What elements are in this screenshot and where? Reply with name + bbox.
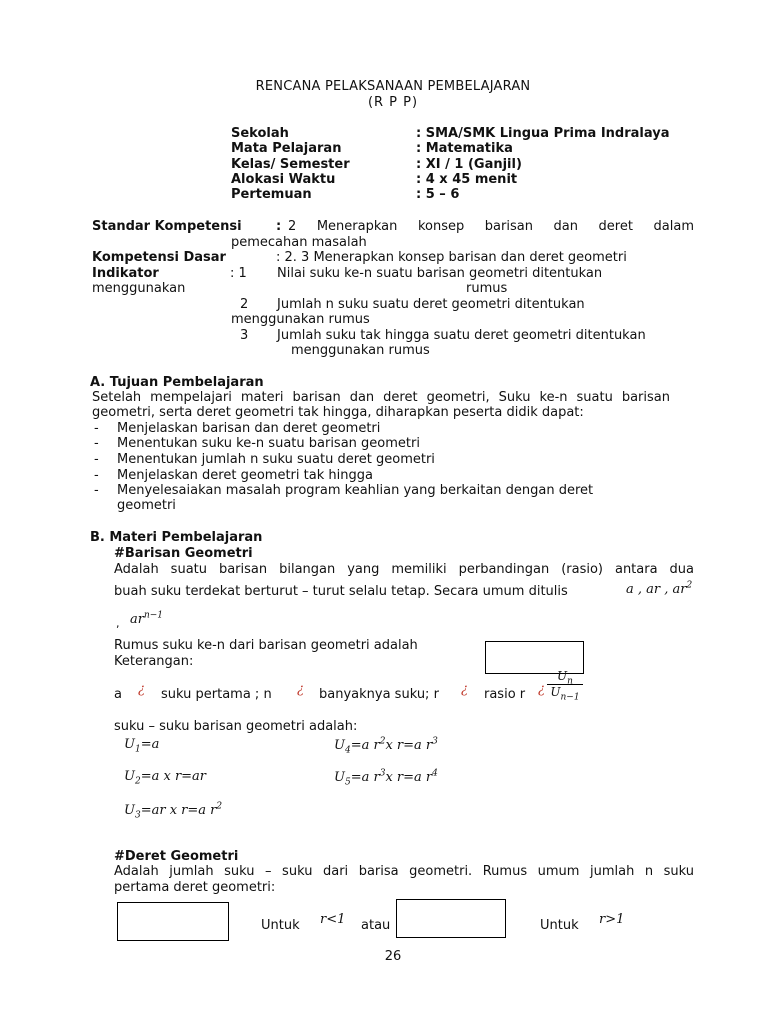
ket-symbol-3: ¿ <box>461 682 468 697</box>
formula-box-sn-2 <box>396 899 506 938</box>
info-label-alokasi: Alokasi Waktu <box>231 172 336 187</box>
rasio-numerator: $U_n$ <box>547 669 583 685</box>
sequence-comma: , <box>116 617 120 630</box>
indikator-1-cont: menggunakan <box>92 281 186 296</box>
ket-symbol-4: ¿ <box>538 682 545 697</box>
general-term-exp: n−1 <box>143 610 164 621</box>
sequence-exp: 2 <box>686 580 693 591</box>
formula-box-sn-1 <box>117 902 229 941</box>
indikator-3-text: Jumlah suku tak hingga suatu deret geometri ditentukan <box>277 328 646 343</box>
formula-u5: $U_5=a$ $r^3x$ r=a $r^4$ <box>334 768 438 788</box>
list-bullet: - <box>94 483 99 498</box>
info-value-alokasi: : 4 x 45 menit <box>416 172 518 187</box>
list-item-cont: geometri <box>117 498 176 513</box>
ket-symbol-1: ¿ <box>138 682 145 697</box>
indikator-1-rumus: rumus <box>466 281 508 296</box>
indikator-1-text: Nilai suku ke-n suatu barisan geometri ditentukan <box>277 266 603 281</box>
sk-text: 2 Menerapkan konsep barisan dan deret dalam <box>288 219 694 234</box>
untuk-label-2: Untuk <box>540 918 579 933</box>
info-label-kelas: Kelas/ Semester <box>231 157 350 172</box>
section-a-intro-cont: geometri, serta deret geometri tak hingga, diharapkan peserta didik dapat: <box>92 405 584 420</box>
list-item: Menentukan jumlah n suku suatu deret geometri <box>117 452 435 467</box>
ket-banyak-suku: banyaknya suku; r <box>319 687 439 702</box>
kd-label: Kompetensi Dasar <box>92 250 226 265</box>
ket-symbol-2: ¿ <box>297 682 304 697</box>
sk-colon: : <box>276 219 282 234</box>
barisan-def: Adalah suatu barisan bilangan yang memiliki perbandingan (rasio) antara dua <box>114 562 694 577</box>
ket-suku-pertama: suku pertama ; n <box>161 687 272 702</box>
list-bullet: - <box>94 436 99 451</box>
rumus-suku-ke-n: Rumus suku ke-n dari barisan geometri adalah <box>114 638 418 653</box>
section-a-intro: Setelah mempelajari materi barisan dan deret geometri, Suku ke-n suatu barisan <box>92 390 670 405</box>
indikator-num-2: 2 <box>240 297 249 312</box>
list-item: Menjelaskan deret geometri tak hingga <box>117 468 373 483</box>
ket-rasio: rasio r <box>484 687 526 702</box>
indikator-num-1: : 1 <box>230 266 247 281</box>
list-bullet: - <box>94 421 99 436</box>
list-bullet: - <box>94 452 99 467</box>
page-title: RENCANA PELAKSANAAN PEMBELAJARAN <box>255 79 531 94</box>
untuk-label-1: Untuk <box>261 918 300 933</box>
indikator-label: Indikator <box>92 266 159 281</box>
rasio-fraction <box>547 669 583 703</box>
ket-a: a <box>114 687 122 702</box>
sequence-formula <box>626 582 692 598</box>
formula-u3: $U_3=ar$ x r=a $r^2$ <box>124 801 223 821</box>
info-label-sekolah: Sekolah <box>231 126 289 141</box>
info-value-mapel: : Matematika <box>416 141 513 156</box>
page-number: 26 <box>384 949 402 964</box>
section-b-heading: B. Materi Pembelajaran <box>90 530 263 545</box>
general-term-base: ar <box>130 612 144 627</box>
kd-text: : 2. 3 Menerapkan konsep barisan dan deret geometri <box>276 250 627 265</box>
section-a-heading: A. Tujuan Pembelajaran <box>90 375 264 390</box>
condition-2: r>1 <box>599 912 625 927</box>
deret-heading: #Deret Geometri <box>114 849 239 864</box>
list-item: Menyelesaiakan masalah program keahlian yang berkaitan dengan deret <box>117 483 594 498</box>
page-subtitle: (R P P) <box>367 95 419 110</box>
barisan-def-cont: buah suku terdekat berturut – turut selalu tetap. Secara umum ditulis <box>114 584 568 599</box>
list-item: Menjelaskan barisan dan deret geometri <box>117 421 381 436</box>
formula-u2: $U_2=a$ x r=ar <box>124 769 207 787</box>
list-item: Menentukan suku ke-n suatu barisan geometri <box>117 436 420 451</box>
sk-label: Standar Kompetensi <box>92 219 242 234</box>
info-value-sekolah: : SMA/SMK Lingua Prima Indralaya <box>416 126 670 141</box>
info-label-pertemuan: Pertemuan <box>231 187 312 202</box>
condition-1: r<1 <box>320 912 346 927</box>
rasio-denominator: $U_{n-1}$ <box>550 685 580 703</box>
formula-u1: $U_1=a$ <box>124 737 160 755</box>
sequence-general-term <box>130 612 163 628</box>
indikator-3-cont: menggunakan rumus <box>291 343 430 358</box>
keterangan-label: Keterangan: <box>114 654 194 669</box>
list-bullet: - <box>94 468 99 483</box>
info-value-pertemuan: : 5 – 6 <box>416 187 460 202</box>
barisan-heading: #Barisan Geometri <box>114 546 253 561</box>
atau-label: atau <box>361 918 391 933</box>
indikator-2-text: Jumlah n suku suatu deret geometri ditentukan <box>277 297 585 312</box>
indikator-2-cont: menggunakan rumus <box>231 312 370 327</box>
indikator-num-3: 3 <box>240 328 249 343</box>
info-label-mapel: Mata Pelajaran <box>231 141 342 156</box>
info-value-kelas: : XI / 1 (Ganjil) <box>416 157 522 172</box>
sequence-terms: a , ar , ar <box>626 582 687 597</box>
deret-def: Adalah jumlah suku – suku dari barisa geometri. Rumus umum jumlah n suku <box>114 864 694 879</box>
deret-def-cont: pertama deret geometri: <box>114 880 276 895</box>
sk-text-cont: pemecahan masalah <box>231 235 367 250</box>
formula-u4: $U_4=a$ $r^2x$ r=a $r^3$ <box>334 736 438 756</box>
suku-suku-intro: suku – suku barisan geometri adalah: <box>114 719 358 734</box>
